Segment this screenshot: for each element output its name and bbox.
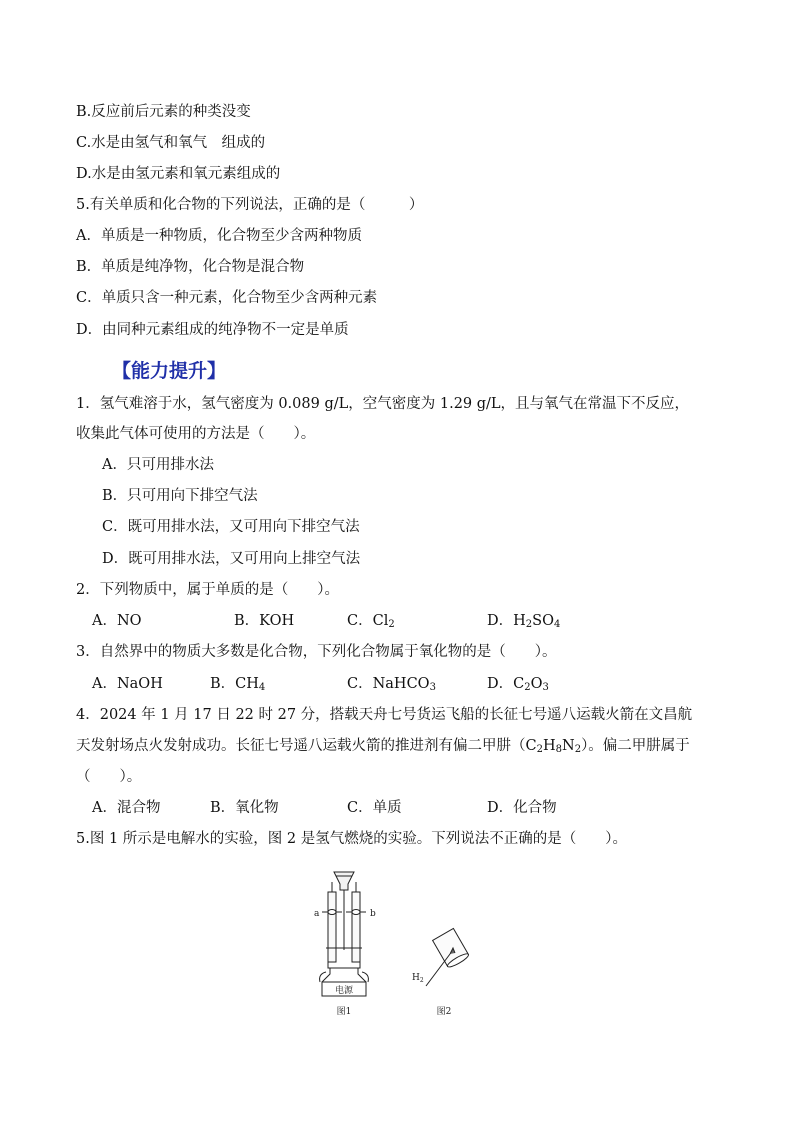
q2-option-d: D．$H_2SO_4$ [487,613,561,630]
q5-basic-option-a: A．单质是一种物质，化合物至少含两种物质 [76,228,362,244]
prev-option-c: C.水是由氢气和氧气 组成的 [76,135,266,151]
q4-option-d: D．化合物 [487,800,557,816]
q1-option-c: C．既可用排水法，又可用向下排空气法 [102,519,360,535]
section-heading: 【能力提升】 [112,360,227,382]
q4-stem-line3: （ ）。 [76,769,142,785]
label-b: b [370,909,376,919]
q2-option-b: B．KOH [234,613,295,629]
q2-option-a: A．NO [92,613,142,629]
q4-stem-line1: 4．2024 年 1 月 17 日 22 时 27 分，搭载天舟七号货运飞船的长征七号遥八运载火箭在文昌航 [76,707,693,723]
q3-option-d: D．$C_2O_3$ [487,676,549,693]
q5-stem: 5.图 1 所示是电解水的实验，图 2 是氢气燃烧的实验。下列说法不正确的是（ ）。 [76,831,627,847]
fig1-caption: 图1 [336,1007,352,1017]
q1-option-d: D．既可用排水法，又可用向上排空气法 [102,551,361,567]
electrolysis-apparatus [320,872,369,996]
q4-stem-line2: 天发射场点火发射成功。长征七号遥八运载火箭的推进剂有偏二甲肼$(C_2H_8N_2)$。偏二甲肼属于 [76,738,690,755]
experiment-figure [300,862,480,1022]
q2-stem: 2．下列物质中，属于单质的是（ ）。 [76,582,339,598]
q3-stem: 3．自然界中的物质大多数是化合物，下列化合物属于氧化物的是（ ）。 [76,644,557,660]
power-label: 电源 [334,986,354,996]
q4-option-c: C．单质 [347,800,402,816]
q5-basic-option-d: D．由同种元素组成的纯净物不一定是单质 [76,322,349,338]
fig2-caption: 图2 [436,1007,452,1017]
experiment-diagram [300,862,480,1022]
q4-option-b: B．氧化物 [210,800,279,816]
q4-option-a: A．混合物 [92,800,161,816]
prev-option-d: D.水是由氢元素和氧元素组成的 [76,166,281,182]
label-a: a [314,909,320,919]
q5-basic-option-b: B．单质是纯净物，化合物是混合物 [76,259,305,275]
combustion-apparatus [426,928,470,986]
q5-basic-option-c: C．单质只含一种元素，化合物至少含两种元素 [76,290,378,306]
q1-option-a: A．只可用排水法 [102,457,214,473]
q1-stem-line2: 收集此气体可使用的方法是（ ）。 [76,426,316,442]
q5-basic-stem: 5.有关单质和化合物的下列说法，正确的是（ ） [76,197,424,213]
q1-option-b: B．只可用向下排空气法 [102,488,258,504]
prev-option-b: B.反应前后元素的种类没变 [76,104,251,120]
h2-label: $H_2$ [412,973,424,984]
q3-option-b: B．$CH_4$ [210,676,266,693]
q1-stem-line1: 1．氢气难溶于水，氢气密度为 0.089 g/L，空气密度为 1.29 g/L，且与氧气在常温下不反应， [76,396,690,412]
q2-option-c: C．$Cl_2$ [347,613,395,630]
q3-option-a: A．NaOH [92,676,163,692]
q3-option-c: C．NaHCO$_3$ [347,676,436,693]
